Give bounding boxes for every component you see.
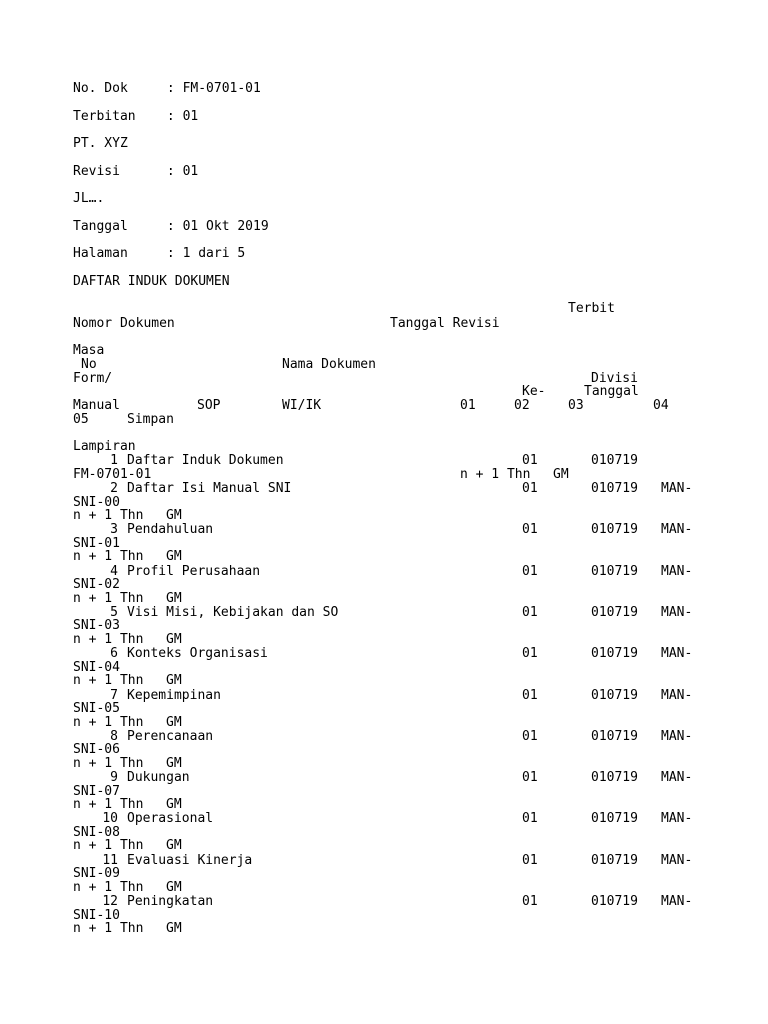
row-date: 010719 — [591, 646, 638, 661]
row-retention: n + 1 Thn — [73, 921, 144, 936]
row-date: 010719 — [591, 605, 638, 620]
row-code: SNI-09 — [73, 866, 120, 881]
row-retention: n + 1 Thn — [73, 880, 144, 895]
row-code-prefix: MAN- — [661, 729, 693, 744]
row-date: 010719 — [591, 894, 638, 909]
row-retention: n + 1 Thn — [73, 838, 144, 853]
col-form: Form/ — [73, 371, 113, 386]
row-code: SNI-03 — [73, 618, 120, 633]
col-tanggal: Tanggal — [584, 384, 639, 399]
col-rev-02: 02 — [514, 398, 530, 413]
row-division: GM — [166, 549, 182, 564]
row-code: SNI-06 — [73, 742, 120, 757]
row-code: SNI-02 — [73, 577, 120, 592]
row-division: GM — [166, 715, 182, 730]
row-number: 8 — [110, 729, 118, 744]
row-retention: n + 1 Thn — [460, 467, 531, 482]
section-label: Lampiran — [73, 439, 136, 454]
row-retention: n + 1 Thn — [73, 508, 144, 523]
row-code-prefix: MAN- — [661, 770, 693, 785]
row-retention: n + 1 Thn — [73, 673, 144, 688]
revision: Revisi : 01 — [73, 164, 199, 179]
row-number: 4 — [110, 564, 118, 579]
row-number: 12 — [102, 894, 118, 909]
row-code: FM-0701-01 — [73, 467, 152, 482]
row-date: 010719 — [591, 688, 638, 703]
row-division: GM — [166, 632, 182, 647]
row-code-prefix: MAN- — [661, 646, 693, 661]
row-number: 5 — [110, 605, 118, 620]
row-code-prefix: MAN- — [661, 894, 693, 909]
row-code: SNI-10 — [73, 908, 120, 923]
col-masa: Masa — [73, 343, 105, 358]
row-code: SNI-00 — [73, 495, 120, 510]
row-code-prefix: MAN- — [661, 564, 693, 579]
row-code-prefix: MAN- — [661, 688, 693, 703]
row-code-prefix: MAN- — [661, 853, 693, 868]
row-date: 010719 — [591, 811, 638, 826]
col-manual: Manual — [73, 398, 120, 413]
col-rev-04: 04 — [653, 398, 669, 413]
row-retention: n + 1 Thn — [73, 756, 144, 771]
row-number: 6 — [110, 646, 118, 661]
row-code: SNI-01 — [73, 536, 120, 551]
row-revision: 01 — [522, 646, 538, 661]
row-document-name: Konteks Organisasi — [127, 646, 268, 661]
page-title: DAFTAR INDUK DOKUMEN — [73, 274, 230, 289]
edition: Terbitan : 01 — [73, 109, 199, 124]
row-document-name: Profil Perusahaan — [127, 564, 261, 579]
row-code-prefix: MAN- — [661, 605, 693, 620]
row-number: 9 — [110, 770, 118, 785]
row-retention: n + 1 Thn — [73, 591, 144, 606]
row-code: SNI-08 — [73, 825, 120, 840]
row-number: 10 — [102, 811, 118, 826]
row-retention: n + 1 Thn — [73, 797, 144, 812]
row-document-name: Daftar Induk Dokumen — [127, 453, 284, 468]
row-number: 1 — [110, 453, 118, 468]
row-document-name: Kepemimpinan — [127, 688, 221, 703]
col-nomor-dokumen: Nomor Dokumen — [73, 316, 175, 331]
row-document-name: Dukungan — [127, 770, 190, 785]
row-revision: 01 — [522, 853, 538, 868]
row-revision: 01 — [522, 605, 538, 620]
col-divisi: Divisi — [591, 371, 638, 386]
company-name: PT. XYZ — [73, 136, 128, 151]
col-ke: Ke- — [522, 384, 546, 399]
row-division: GM — [166, 508, 182, 523]
row-revision: 01 — [522, 688, 538, 703]
row-revision: 01 — [522, 453, 538, 468]
row-number: 3 — [110, 522, 118, 537]
date: Tanggal : 01 Okt 2019 — [73, 219, 269, 234]
col-rev-05: 05 — [73, 412, 89, 427]
row-revision: 01 — [522, 729, 538, 744]
row-code: SNI-07 — [73, 784, 120, 799]
row-division: GM — [166, 797, 182, 812]
row-retention: n + 1 Thn — [73, 549, 144, 564]
col-tanggal-revisi: Tanggal Revisi — [390, 316, 500, 331]
row-number: 11 — [102, 853, 118, 868]
row-document-name: Operasional — [127, 811, 214, 826]
row-division: GM — [166, 756, 182, 771]
row-document-name: Pendahuluan — [127, 522, 214, 537]
row-date: 010719 — [591, 729, 638, 744]
col-no: No — [81, 357, 97, 372]
row-code: SNI-05 — [73, 701, 120, 716]
row-date: 010719 — [591, 770, 638, 785]
row-revision: 01 — [522, 564, 538, 579]
row-revision: 01 — [522, 481, 538, 496]
col-simpan: Simpan — [127, 412, 174, 427]
row-retention: n + 1 Thn — [73, 632, 144, 647]
row-date: 010719 — [591, 522, 638, 537]
col-terbit: Terbit — [568, 301, 615, 316]
row-date: 010719 — [591, 853, 638, 868]
row-code-prefix: MAN- — [661, 481, 693, 496]
row-document-name: Peningkatan — [127, 894, 214, 909]
row-document-name: Evaluasi Kinerja — [127, 853, 253, 868]
col-nama-dokumen: Nama Dokumen — [282, 357, 376, 372]
row-division: GM — [166, 921, 182, 936]
doc-number: No. Dok : FM-0701-01 — [73, 81, 261, 96]
row-division: GM — [553, 467, 569, 482]
row-number: 2 — [110, 481, 118, 496]
row-number: 7 — [110, 688, 118, 703]
row-revision: 01 — [522, 770, 538, 785]
col-rev-01: 01 — [460, 398, 476, 413]
row-document-name: Daftar Isi Manual SNI — [127, 481, 292, 496]
row-retention: n + 1 Thn — [73, 715, 144, 730]
row-date: 010719 — [591, 564, 638, 579]
row-code: SNI-04 — [73, 660, 120, 675]
address: JL…. — [73, 191, 105, 206]
row-code-prefix: MAN- — [661, 811, 693, 826]
row-document-name: Visi Misi, Kebijakan dan SO — [127, 605, 339, 620]
col-wi-ik: WI/IK — [282, 398, 322, 413]
row-division: GM — [166, 591, 182, 606]
row-division: GM — [166, 673, 182, 688]
row-division: GM — [166, 880, 182, 895]
page-number: Halaman : 1 dari 5 — [73, 246, 246, 261]
row-revision: 01 — [522, 894, 538, 909]
row-date: 010719 — [591, 481, 638, 496]
col-rev-03: 03 — [568, 398, 584, 413]
col-sop: SOP — [197, 398, 221, 413]
row-revision: 01 — [522, 811, 538, 826]
row-division: GM — [166, 838, 182, 853]
row-document-name: Perencanaan — [127, 729, 214, 744]
row-revision: 01 — [522, 522, 538, 537]
row-code-prefix: MAN- — [661, 522, 693, 537]
row-date: 010719 — [591, 453, 638, 468]
